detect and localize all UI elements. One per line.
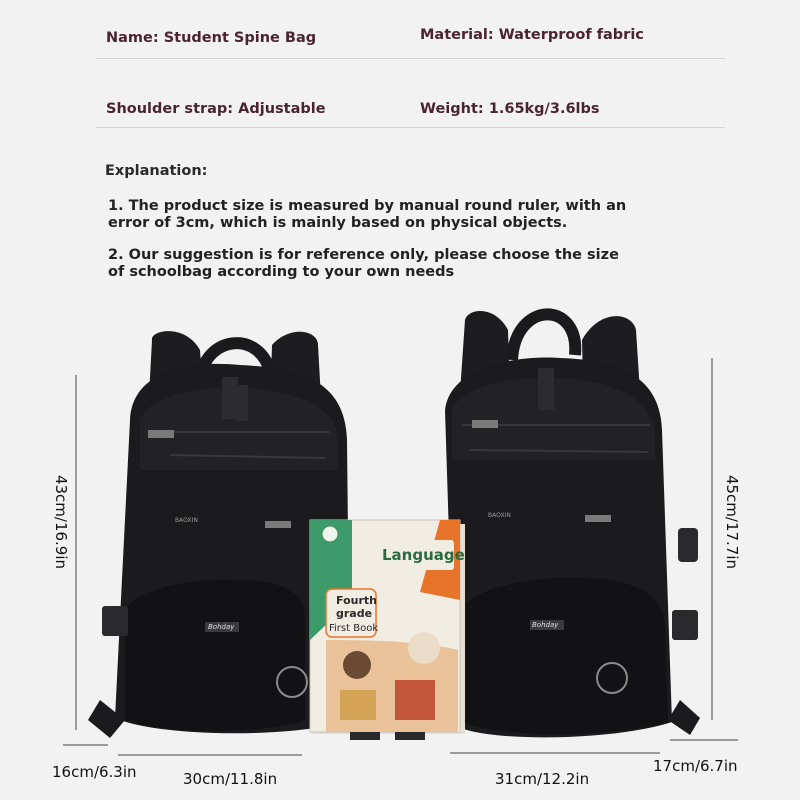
right-height-label: 45cm/17.7in <box>723 474 741 570</box>
spec-divider-1 <box>96 58 725 59</box>
spec-weight: Weight: 1.65kg/3.6lbs <box>420 101 600 117</box>
spec-divider-2 <box>96 127 725 128</box>
product-photo-art <box>0 290 800 800</box>
explanation-item-2: 2. Our suggestion is for reference only, please choose the size of schoolbag according to your own needs <box>108 247 619 280</box>
right-bag-strap-tag: BAOXIN <box>488 512 511 519</box>
spec-name: Name: Student Spine Bag <box>106 30 317 46</box>
explanation-title: Explanation: <box>105 163 208 179</box>
product-photo <box>0 290 800 800</box>
left-bag-brand-label: Bohday <box>208 623 235 631</box>
right-width-label: 31cm/12.2in <box>495 770 590 788</box>
spec-shoulder-strap: Shoulder strap: Adjustable <box>106 101 326 117</box>
right-depth-label: 17cm/6.7in <box>653 757 738 775</box>
left-depth-label: 16cm/6.3in <box>52 763 137 781</box>
book-volume: First Book <box>329 623 379 634</box>
backpack-left-front-pocket <box>125 580 305 732</box>
backpack-right-handle <box>512 314 575 360</box>
book-title: Language <box>382 546 465 564</box>
left-height-label: 43cm/16.9in <box>52 474 70 570</box>
left-width-label: 30cm/11.8in <box>183 770 278 788</box>
book-grade-line-2: grade <box>336 607 373 620</box>
left-bag-strap-tag: BAOXIN <box>175 517 198 524</box>
book-grade-line-1: Fourth <box>336 594 377 607</box>
right-bag-brand-label: Bohday <box>532 621 559 629</box>
spec-material: Material: Waterproof fabric <box>420 27 644 43</box>
backpack-right <box>445 311 700 737</box>
backpack-right-front-pocket <box>462 578 668 734</box>
explanation-item-1: 1. The product size is measured by manual round ruler, with an error of 3cm, which is mainly based on physical objects. <box>108 198 627 231</box>
